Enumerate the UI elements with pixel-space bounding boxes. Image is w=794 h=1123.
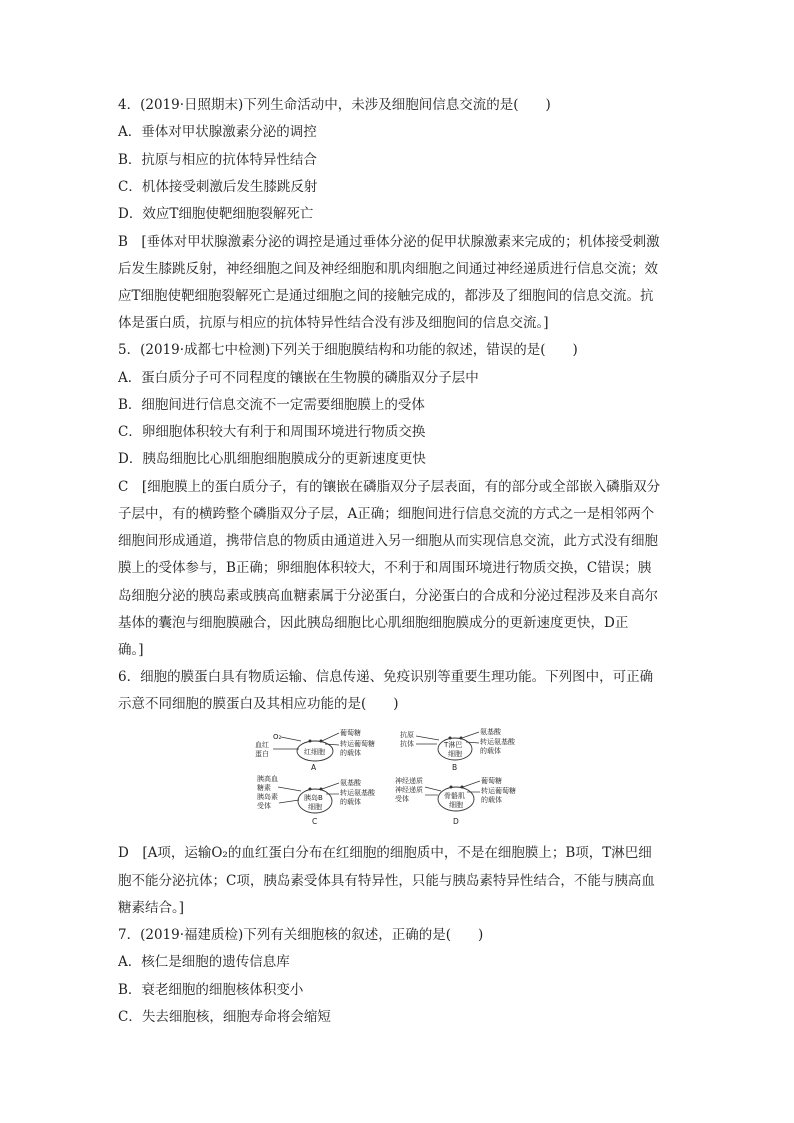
pointer-line — [281, 737, 301, 741]
q5-answer-line: C [细胞膜上的蛋白质分子，有的镶嵌在磷脂双分子层表面，有的部分或全部嵌入磷脂双分 — [118, 479, 661, 495]
pointer-line — [322, 783, 339, 789]
label-left: 受体 — [257, 802, 271, 810]
label-right: 氨基酸 — [480, 728, 501, 736]
cell-label: 细胞 — [308, 803, 322, 811]
label-left: 胰高血 — [257, 775, 278, 783]
pointer-line — [279, 800, 299, 803]
pointer-line — [322, 733, 339, 741]
q4-option-d: D．效应T细胞使靶细胞裂解死亡 — [118, 206, 314, 222]
label-right: 的载体 — [481, 796, 502, 804]
pointer-line — [466, 742, 479, 743]
panel-d — [395, 776, 516, 826]
pointer-line — [416, 736, 439, 740]
q6-answer-line: 胞不能分泌抗体；C项，胰岛素受体具有特异性，只能与胰岛素特异性结合，不能与胰高血 — [118, 873, 655, 889]
label-left: 抗原 — [400, 731, 414, 739]
q6-stem-line: 示意不同细胞的膜蛋白及其相应功能的是( ) — [118, 696, 399, 712]
panel-letter: B — [452, 763, 458, 772]
label-right: 的载体 — [340, 749, 361, 757]
cell-label: T淋巴 — [444, 741, 463, 749]
panel-c — [257, 774, 376, 826]
q4-answer-line: 后发生膝跳反射，神经细胞之间及神经细胞和肌肉细胞之间通过神经递质进行信息交流；效 — [118, 261, 658, 277]
protein-dot — [309, 740, 312, 743]
protein-dot — [449, 737, 452, 740]
label-left: 抗体 — [400, 740, 414, 748]
q4-option-a: A．垂体对甲状腺激素分泌的调控 — [118, 124, 317, 140]
cell-label: 细胞 — [448, 750, 462, 758]
pointer-line — [462, 732, 479, 738]
q5-answer-line: 细胞间形成通道，携带信息的物质由通道进入另一细胞从而实现信息交流，此方式没有细胞 — [118, 533, 658, 549]
panel-letter: A — [311, 763, 317, 772]
label-left: 糖素 — [257, 784, 271, 792]
q5-option-a: A．蛋白质分子可不同程度的镶嵌在生物膜的磷脂双分子层中 — [118, 370, 479, 386]
q5-answer-line: 岛细胞分泌的胰岛素或胰高血糖素属于分泌蛋白，分泌蛋白的合成和分泌过程涉及来自高尔 — [118, 588, 658, 604]
label-right: 氨基酸 — [340, 779, 361, 787]
label-right: 转运氨基酸 — [480, 738, 515, 746]
label-left: 受体 — [395, 795, 409, 803]
label-right: 转运氨基酸 — [340, 789, 375, 797]
q5-stem: 5．(2019·成都七中检测)下列关于细胞膜结构和功能的叙述，错误的是( ) — [118, 342, 578, 358]
label-right: 葡萄糖 — [340, 729, 361, 737]
cell-label: 胰岛B — [304, 794, 323, 802]
q7-stem: 7．(2019·福建质检)下列有关细胞核的叙述，正确的是( ) — [118, 927, 484, 943]
q4-stem: 4．(2019·日照期末)下列生命活动中，未涉及细胞间信息交流的是( ) — [118, 97, 551, 113]
q6-stem-line: 6．细胞的膜蛋白具有物质运输、信息传递、免疫识别等重要生理功能。下列图中，可正确 — [118, 669, 654, 685]
label-o2: O₂ — [273, 733, 282, 741]
label-right: 的载体 — [480, 747, 501, 755]
pointer-line — [325, 744, 339, 745]
q4-option-c: C．机体接受刺激后发生膝跳反射 — [118, 179, 318, 195]
membrane-protein-diagram — [255, 727, 541, 831]
label-right: 葡萄糖 — [481, 777, 502, 785]
label-left: 神经递质 — [395, 777, 423, 785]
label-left: 蛋白 — [255, 750, 269, 758]
panel-letter: C — [312, 817, 318, 826]
protein-dot — [450, 786, 453, 789]
q5-option-d: D．胰岛细胞比心肌细胞细胞膜成分的更新速度更快 — [118, 451, 426, 467]
pointer-line — [425, 787, 441, 791]
q5-option-c: C．卵细胞体积较大有利于和周围环境进行物质交换 — [118, 424, 426, 440]
label-right: 的载体 — [340, 798, 361, 806]
label-left: 胰岛素 — [257, 793, 278, 801]
q5-option-b: B．细胞间进行信息交流不一定需要细胞膜上的受体 — [118, 397, 425, 413]
cell-label: 细胞 — [449, 801, 463, 809]
q5-answer-line: 子层中，有的横跨整个磷脂双分子层，A正确；细胞间进行信息交流的方式之一是相邻两个 — [118, 506, 655, 522]
q6-answer-line: 糖素结合。] — [118, 900, 185, 916]
panel-b — [400, 727, 516, 772]
q4-answer-line: 体是蛋白质，抗原与相应的抗体特异性结合没有涉及细胞间的信息交流。] — [118, 315, 549, 331]
q4-answer-line: 应T细胞使靶细胞裂解死亡是通过细胞之间的接触完成的，都涉及了细胞间的信息交流。抗 — [118, 288, 654, 304]
cell-label: 骨骼肌 — [444, 792, 465, 800]
panel-letter: D — [453, 817, 459, 826]
protein-dot — [309, 788, 312, 791]
q6-answer-line: D [A项，运输O₂的血红蛋白分布在红细胞的细胞质中，不是在细胞膜上；B项，T淋巴细 — [118, 845, 652, 861]
label-right: 转运葡萄糖 — [481, 787, 516, 795]
panel-a — [255, 728, 375, 772]
label-left: 神经递质 — [395, 786, 423, 794]
q7-option-a: A．核仁是细胞的遗传信息库 — [118, 954, 290, 970]
q5-answer-line: 膜上的受体参与，B正确；卵细胞体积较大，不利于和周围环境进行物质交换，C错误；胰 — [118, 560, 652, 576]
cell-label: 红细胞 — [304, 748, 325, 756]
q7-option-b: B．衰老细胞的细胞核体积变小 — [118, 982, 304, 998]
q4-answer-line: B [垂体对甲状腺激素分泌的调控是通过垂体分泌的促甲状腺激素来完成的；机体接受刺激 — [118, 234, 660, 250]
q7-option-c: C．失去细胞核，细胞寿命将会缩短 — [118, 1009, 331, 1025]
label-left: 血红 — [255, 741, 269, 749]
q5-answer-line: 基体的囊泡与细胞膜融合，因此胰岛细胞比心肌细胞细胞膜成分的更新速度更快，D正 — [118, 615, 629, 631]
pointer-line — [278, 787, 301, 791]
q4-option-b: B．抗原与相应的抗体特异性结合 — [118, 152, 317, 168]
label-right: 转运葡萄糖 — [340, 740, 375, 748]
q5-answer-line: 确。] — [118, 642, 144, 658]
pointer-line — [463, 781, 480, 787]
